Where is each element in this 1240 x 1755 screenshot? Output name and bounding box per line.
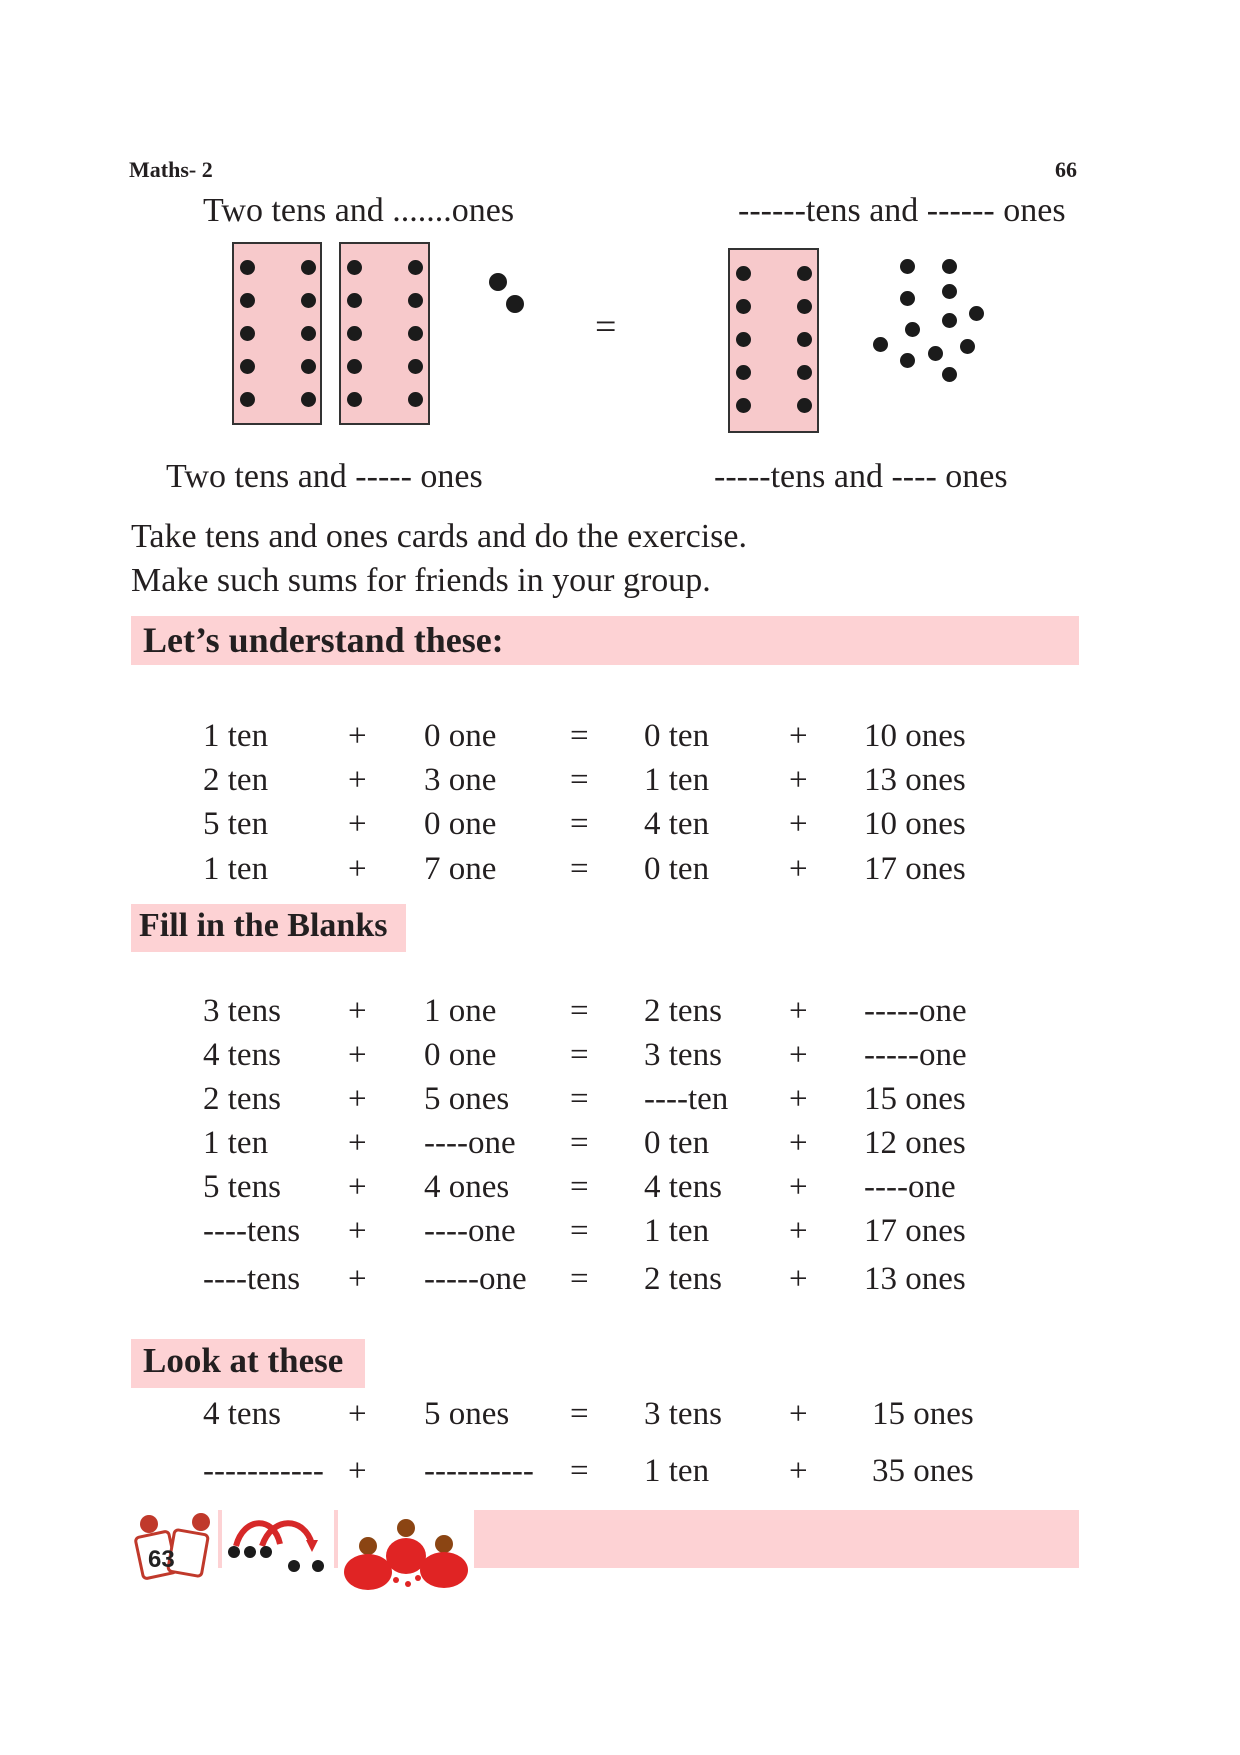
fill-blanks-title: Fill in the Blanks [139, 907, 388, 944]
instruction-line-2: Make such sums for friends in your group. [131, 562, 711, 599]
look-at-title: Look at these [143, 1341, 344, 1380]
page-number: 66 [1055, 157, 1077, 182]
ten-card-right [728, 248, 819, 433]
number-cards-icon [131, 1510, 218, 1590]
table-row: 3 tens + 1 one = 2 tens + -----one [203, 993, 967, 1029]
table-row: 4 tens + 0 one = 3 tens + -----one [203, 1037, 967, 1073]
table-row: 1 ten + 0 one = 0 ten + 10 ones [203, 718, 966, 754]
equals-sign: = [595, 306, 617, 348]
table-row: 2 ten + 3 one = 1 ten + 13 ones [203, 762, 966, 798]
left-bottom-caption: Two tens and ----- ones [166, 458, 483, 495]
table-row: 4 tens + 5 ones = 3 tens + 15 ones [203, 1396, 974, 1432]
table-row: ----------- + ---------- = 1 ten + 35 ones [203, 1453, 974, 1489]
left-top-caption: Two tens and .......ones [203, 192, 515, 229]
instruction-line-1: Take tens and ones cards and do the exercise. [131, 518, 747, 555]
regrouping-arrows-icon [222, 1510, 334, 1578]
right-top-caption: ------tens and ------ ones [738, 192, 1066, 229]
svg-text:63: 63 [148, 1546, 175, 1573]
ten-card-left-1 [232, 242, 322, 425]
table-row: 1 ten + 7 one = 0 ten + 17 ones [203, 851, 966, 887]
table-row: 2 tens + 5 ones = ----ten + 15 ones [203, 1081, 966, 1117]
right-bottom-caption: -----tens and ---- ones [714, 458, 1008, 495]
subject-label: Maths- 2 [129, 157, 213, 182]
ten-card-left-2 [339, 242, 430, 425]
table-row: 1 ten + ----one = 0 ten + 12 ones [203, 1125, 966, 1161]
understand-title: Let’s understand these: [143, 620, 504, 660]
table-row: 5 ten + 0 one = 4 ten + 10 ones [203, 806, 966, 842]
children-group-icon [338, 1510, 474, 1594]
table-row: ----tens + ----one = 1 ten + 17 ones [203, 1213, 966, 1249]
table-row: 5 tens + 4 ones = 4 tens + ----one [203, 1169, 956, 1205]
table-row: ----tens + -----one = 2 tens + 13 ones [203, 1261, 966, 1297]
